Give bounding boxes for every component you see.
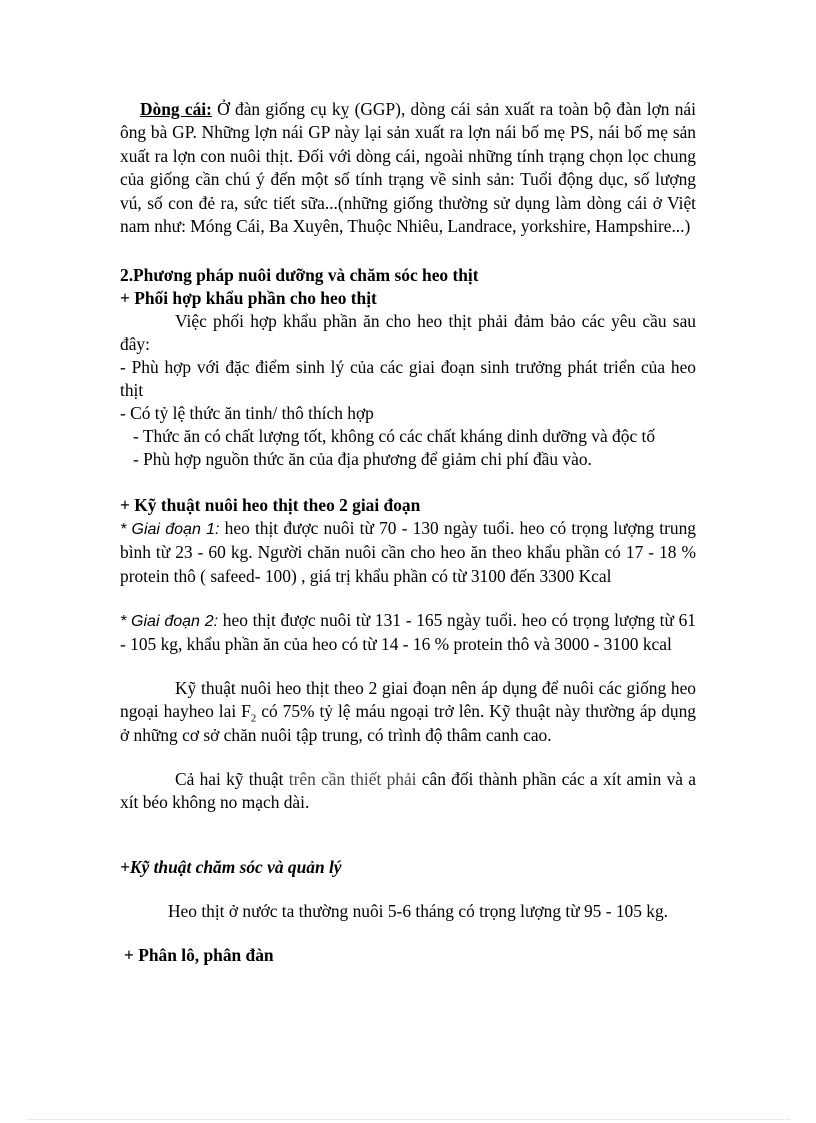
section-heading-2: 2.Phương pháp nuôi dưỡng và chăm sóc heo thịt xyxy=(120,265,479,285)
requirement-4: - Phù hợp nguồn thức ăn của địa phương để giảm chi phí đầu vào. xyxy=(133,449,592,469)
requirement-2: - Có tỷ lệ thức ăn tinh/ thô thích hợp xyxy=(120,403,374,423)
subheading-phoi-hop: + Phối hợp khẩu phần cho heo thịt xyxy=(120,288,377,308)
f2-subscript: 2 xyxy=(250,712,257,725)
ca-hai-text-grey: trên cần thiết phải xyxy=(283,769,417,789)
subheading-cham-soc: +Kỹ thuật chăm sóc và quản lý xyxy=(120,857,342,877)
ca-hai-text-a: Cả hai kỹ thuật xyxy=(175,769,284,789)
giai-doan-1-text: heo thịt được nuôi từ 70 - 130 ngày tuổi. heo có trọng lượng trung bình từ 23 - 60 kg. Người chăn nuôi cần cho heo ăn theo khẩu phần có 17 - 18 % protein thô ( safeed- 100) , giá trị khẩu phần có từ 3100 đến 3300 Kcal xyxy=(120,518,696,586)
subheading-phan-lo: + Phân lô, phân đàn xyxy=(124,945,274,965)
heo-thit-paragraph: Heo thịt ở nước ta thường nuôi 5-6 tháng có trọng lượng từ 95 - 105 kg. xyxy=(168,901,669,921)
phoi-hop-intro: Việc phối hợp khẩu phần ăn cho heo thịt phải đảm bảo các yêu cầu sau đây: xyxy=(120,311,696,355)
subheading-ky-thuat-2-giai-doan: + Kỹ thuật nuôi heo thịt theo 2 giai đoạn xyxy=(120,495,421,515)
ky-thuat-text-a: Kỹ thuật nuôi heo thịt theo 2 giai đoạn nên áp dụng để nuôi các giống heo ngoại hayheo lai F xyxy=(120,678,696,722)
ky-thuat-paragraph xyxy=(120,677,696,747)
dong-cai-label: Dòng cái: xyxy=(140,99,212,119)
footer-dotted-rule xyxy=(28,1119,790,1120)
giai-doan-1-label: * Giai đoạn 1: xyxy=(120,521,220,538)
ca-hai-paragraph xyxy=(120,768,696,815)
requirement-1: - Phù hợp với đặc điểm sinh lý của các giai đoạn sinh trưởng phát triển của heo thịt xyxy=(120,357,696,401)
giai-doan-1-paragraph xyxy=(120,517,696,588)
ca-hai-text-b: cân đối thành phần các a xít amin và a xít béo không no mạch dài. xyxy=(120,769,696,813)
ky-thuat-text-b: có 75% tỷ lệ máu ngoại trở lên. Kỹ thuật này thường áp dụng ở những cơ sở chăn nuôi tập trung, có trình độ thâm canh cao. xyxy=(120,701,696,745)
giai-doan-2-text: heo thịt được nuôi từ 131 - 165 ngày tuổi. heo có trọng lượng từ 61 - 105 kg, khẩu phần ăn của heo có từ 14 - 16 % protein thô và 3000 - 3100 kcal xyxy=(120,610,697,655)
giai-doan-2-label: * Giai đoạn 2: xyxy=(120,613,219,630)
giai-doan-2-paragraph xyxy=(120,609,696,657)
dong-cai-paragraph xyxy=(120,98,696,238)
dong-cai-text: Ở đàn giống cụ kỵ (GGP), dòng cái sản xuất ra toàn bộ đàn lợn nái ông bà GP. Những lợn nái GP này lại sản xuất ra lợn nái bố mẹ PS, nái bố mẹ sản xuất ra lợn con nuôi thịt. Đối với dòng cái, ngoài những tính trạng chọn lọc chung của giống cần chú ý đến một số tính trạng về sinh sản: Tuổi động dục, số lượng vú, số con đẻ ra, sức tiết sữa...(những giống thường sử dụng làm dòng cái ở Việt nam như: Móng Cái, Ba Xuyên, Thuộc Nhiêu, Landrace, yorkshire, Hampshire...) xyxy=(120,99,696,237)
requirement-3: - Thức ăn có chất lượng tốt, không có các chất kháng dinh dưỡng và độc tố xyxy=(133,426,656,446)
